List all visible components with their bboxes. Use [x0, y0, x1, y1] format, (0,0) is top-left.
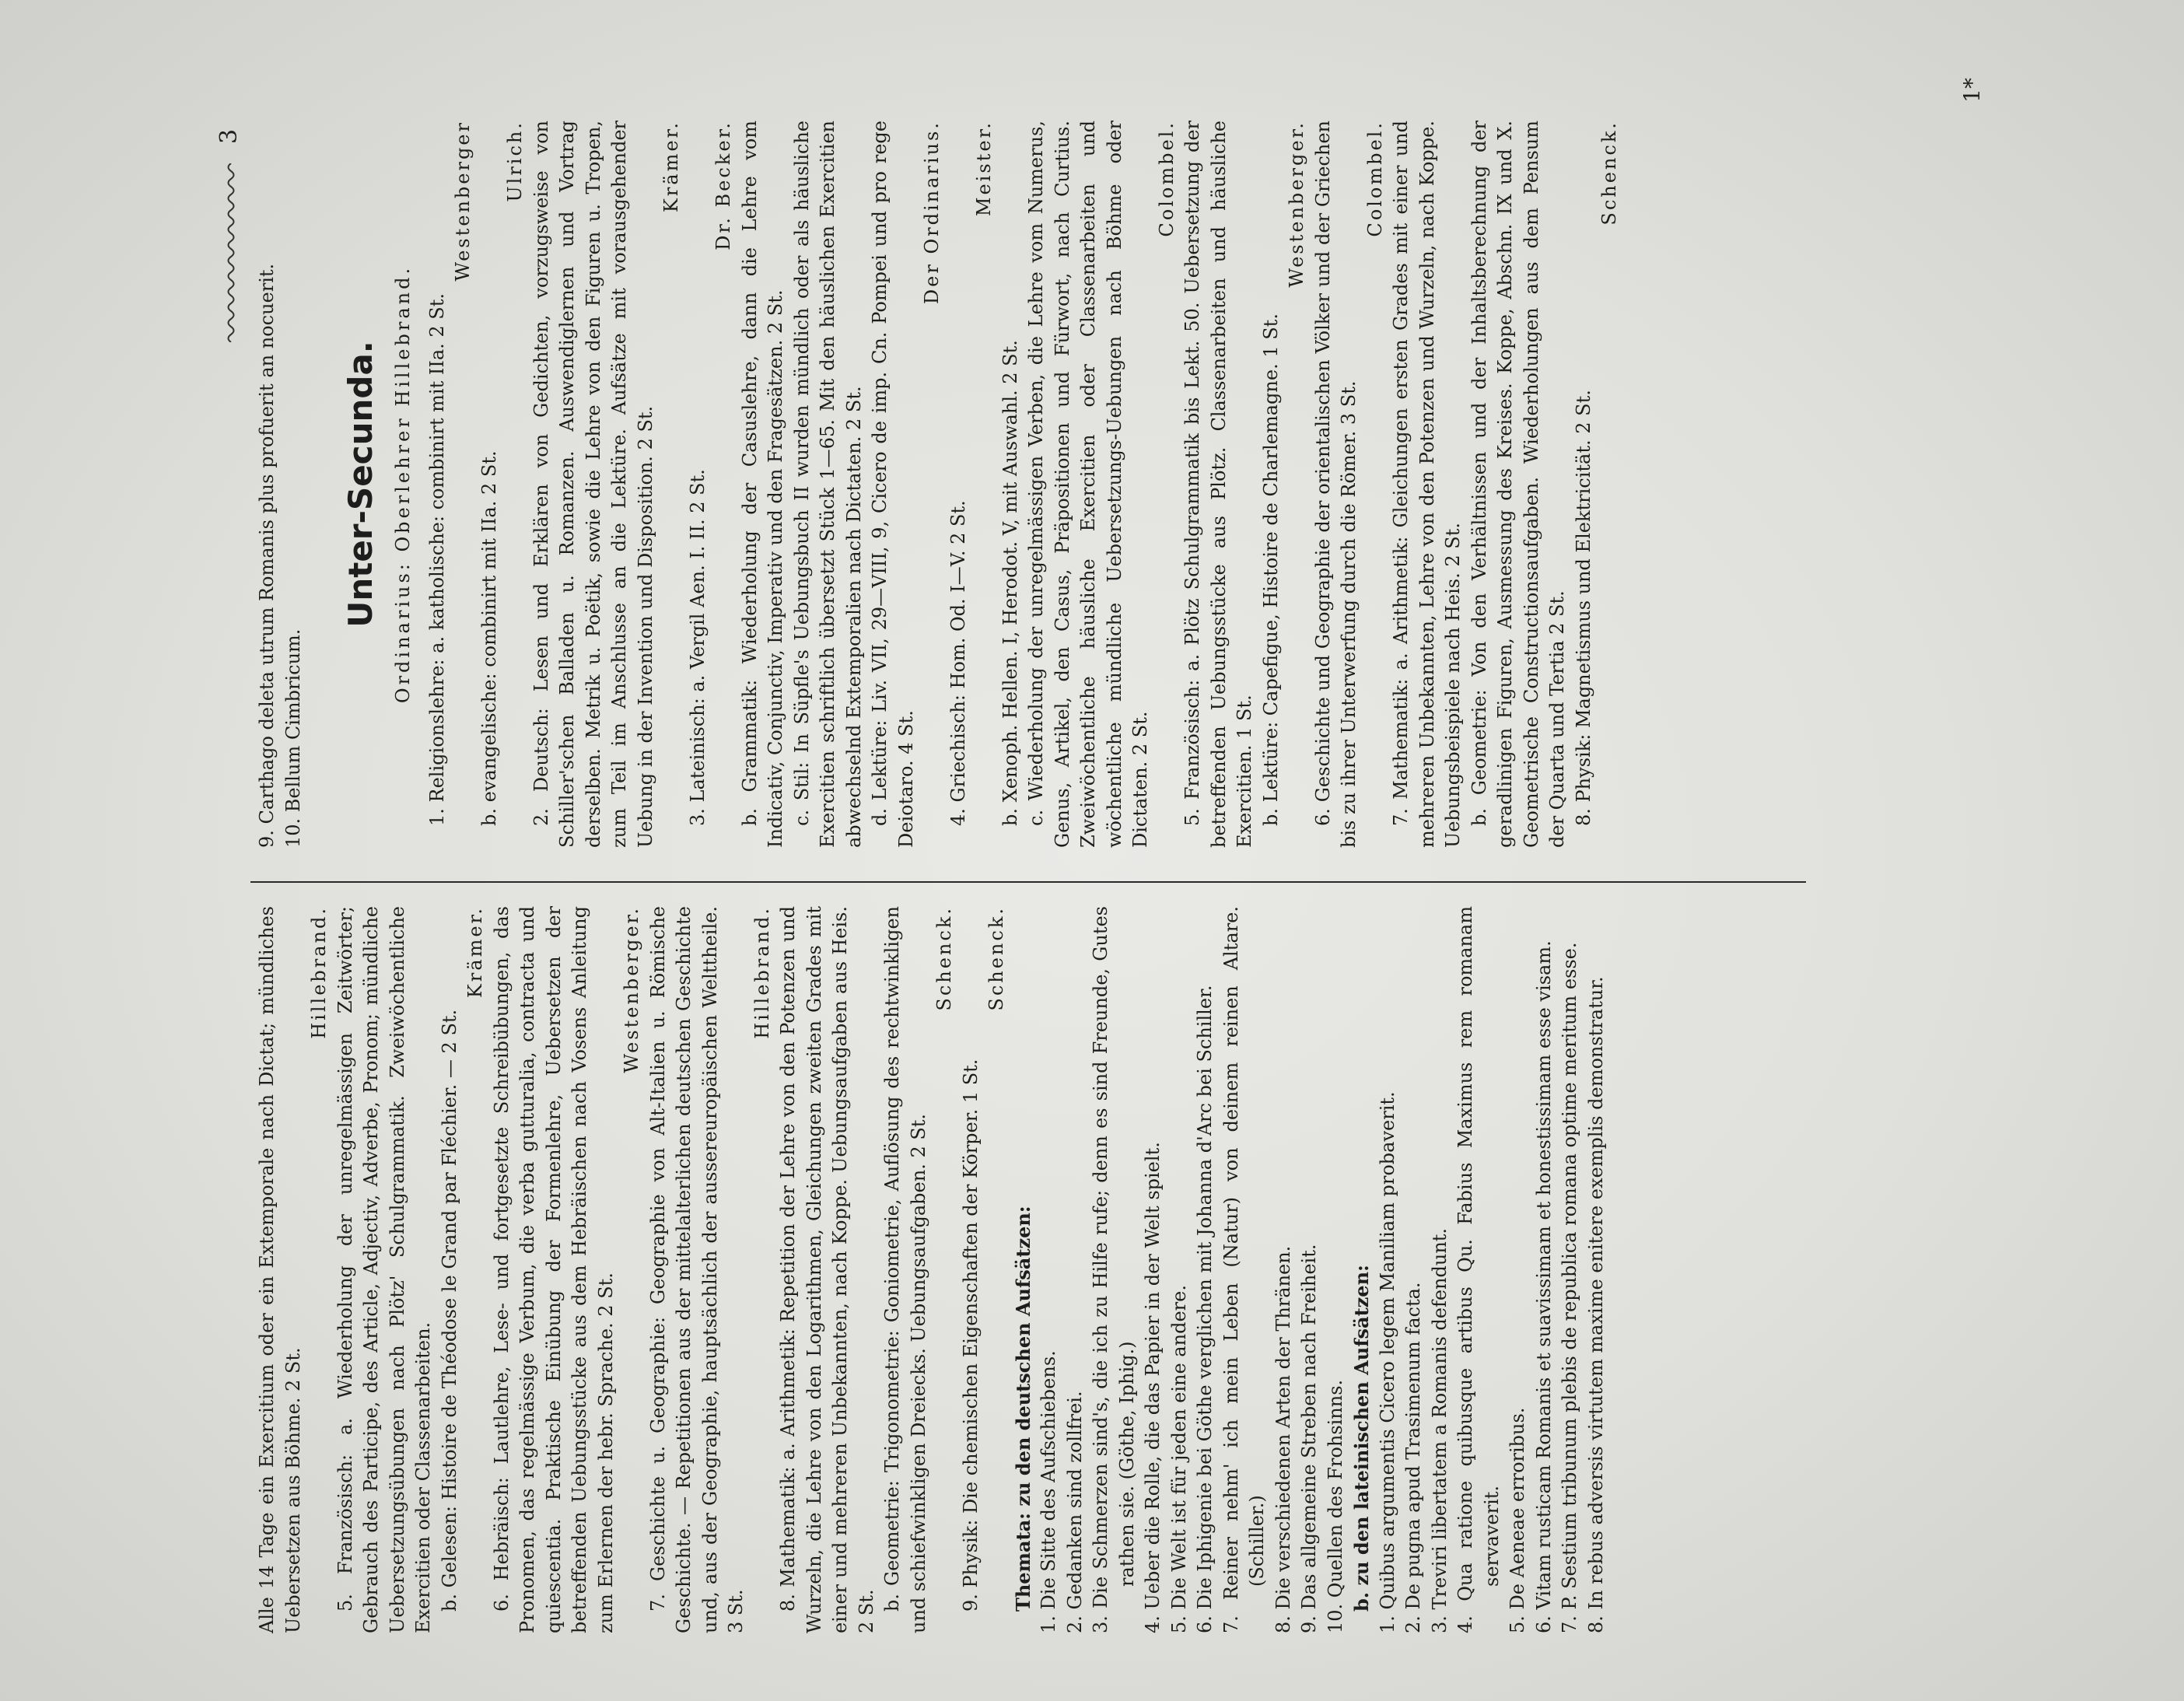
german-topic: 2. Gedanken sind zollfrei.: [1063, 1391, 1086, 1633]
german-topic: 10. Quellen des Frohsinns.: [1324, 1379, 1346, 1633]
german-topic: 9. Das allgemeine Streben nach Freiheit.: [1298, 1244, 1320, 1633]
latin-topic: 9. Carthago deleta utrum Romanis plus profuerit an nocuerit.: [256, 263, 278, 848]
teacher-signature: Colombel.: [1363, 121, 1386, 237]
paragraph: b. Lektüre: Capefigue, Histoire de Charlemagne. 1 St.: [1259, 313, 1282, 826]
section-title: Unter-Secunda.: [341, 341, 380, 628]
teacher-signature: Krämer.: [660, 121, 682, 213]
teacher-signature: Colombel.: [1155, 121, 1178, 237]
teacher-signature: Meister.: [973, 121, 995, 217]
teacher-signature: Schenck.: [933, 906, 955, 1011]
latin-topic: 10. Bellum Cimbricum.: [282, 628, 304, 848]
teacher-signature: Hillebrand.: [308, 906, 330, 1039]
left-column: [254, 906, 1609, 1633]
paragraph: 2. Deutsch: Lesen und Erklären von Gedichten, vorzugsweise von Schiller'schen Balladen u. Romanzen. Auswendiglernen und Vortrag derselben. Metrik u. Poëtik, sowie die Lehre von den Figuren u. Tropen, zum Teil im Anschlusse an die Lektüre. Aufsätze mit vorausgehender Uebung in der Invention und Disposition. 2 St.: [530, 121, 656, 848]
latin-heading: b. zu den lateinischen Aufsätzen:: [1350, 1265, 1373, 1612]
teacher-signature: Dr. Becker.: [712, 121, 734, 250]
decorative-wavy-rule: [223, 163, 239, 342]
paragraph: 6. Hebräisch: Lautlehre, Lese- und fortgesetzte Schreibübungen, das Pronomen, das regelmässige Verbum, die verba gutturalia, contracta und quiescentia. Praktische Einübung der Formenlehre, Uebersetzen der betreffenden Uebungsstücke aus dem Hebräischen nach Vosens Anleitung zum Erlernen der hebr. Sprache. 2 St.: [490, 906, 617, 1633]
teacher-signature: Hillebrand.: [751, 906, 773, 1039]
paragraph: 9. Physik: Die chemischen Eigenschaften der Körper. 1 St.: [959, 1059, 982, 1612]
latin-topic: 2. De pugna apud Trasimenum facta.: [1402, 1282, 1424, 1633]
themata-heading: Themata: zu den deutschen Aufsätzen:: [1011, 1206, 1034, 1612]
latin-topic: 3. Treviri libertatem a Romanis defendunt.: [1428, 1227, 1451, 1633]
paragraph: 1. Religionslehre: a. katholische: combinirt mit IIa. 2 St.: [425, 292, 448, 826]
german-topic: 1. Die Sitte des Aufschiebens.: [1038, 1350, 1059, 1633]
signature-mark: 1*: [1959, 78, 1985, 103]
german-topic: 8. Die verschiedenen Arten der Thränen.: [1272, 1245, 1294, 1633]
german-topic: 4. Ueber die Rolle, die das Papier in der Welt spielt.: [1142, 1142, 1164, 1633]
paragraph: c. Wiederholung der unregelmässigen Verben, die Lehre vom Numerus, Genus, Artikel, den Casus, Präpositionen und Fürwort, nach Curtius. Zweiwöchentliche häusliche Exercitien oder Classenarbeiten und wöchentliche mündliche Uebersetzungs-Uebungen nach Böhme oder Dictaten. 2 St.: [1025, 121, 1151, 848]
teacher-signature: Westenberger.: [1286, 121, 1307, 288]
paragraph: c. Stil: In Süpfle's Uebungsbuch II wurden mündlich oder als häusliche Exercitien schriftlich übersetzt Stück 1—65. Mit den häuslichen Exercitien abwechselnd Extemporalien nach Dictaten. 2 St.: [790, 121, 865, 848]
teacher-signature: Der Ordinarius.: [921, 121, 943, 305]
paragraph: Alle 14 Tage ein Exercitium oder ein Extemporale nach Dictat; mündliches Uebersetzen aus Böhme. 2 St.: [256, 906, 304, 1633]
column-divider: [250, 881, 1806, 883]
paragraph: 5. Französisch: a. Plötz Schulgrammatik bis Lekt. 50. Uebersetzung der betreffenden Uebungsstücke aus Plötz. Classenarbeiten und häusliche Exercitien. 1 St.: [1181, 121, 1255, 848]
german-topic: 3. Die Schmerzen sind's, die ich zu Hilfe rufe; denn es sind Freunde, Gutes rathen sie. (Göthe, Iphig.): [1090, 906, 1138, 1633]
teacher-signature: Ulrich.: [504, 121, 526, 202]
right-column: [254, 121, 1623, 848]
ordinarius-line: Ordinarius: Oberlehrer Hillebrand.: [392, 264, 414, 704]
latin-topic: 6. Vitam rusticam Romanis et suavissimam et honestissimam esse visam.: [1532, 940, 1555, 1633]
paragraph: d. Lektüre: Liv. VII, 29—VIII, 9, Cicero de imp. Cn. Pompei und pro rege Deiotaro. 4 St.: [869, 121, 917, 848]
paragraph: b. Geometrie: Trigonometrie: Goniometrie, Auflösung des rechtwinkligen und schiefwinkligen Dreiecks. Uebungsaufgaben. 2 St.: [881, 906, 929, 1633]
paragraph: b. Grammatik: Wiederholung der Casuslehre, dann die Lehre vom Indicativ, Conjunctiv, Imperativ und den Fragesätzen. 2 St.: [738, 121, 786, 848]
paragraph: 4. Griechisch: Hom. Od. I—V. 2 St.: [947, 500, 969, 826]
teacher-signature: Schenck.: [1598, 121, 1620, 226]
paragraph: 7. Mathematik: a. Arithmetik: Gleichungen ersten Grades mit einer und mehreren Unbekannten, Lehre von den Potenzen und Wurzeln, nach Koppe. Uebungsbeispiele nach Heis. 2 St.: [1390, 121, 1464, 848]
paragraph: b. Geometrie: Von den Verhältnissen und der Inhaltsberechnung der geradlinigen Figuren, Ausmessung des Kreises. Koppe, Abschn. IX und X. Geometrische Constructionsaufgaben. Wiederholungen aus dem Pensum der Quarta und Tertia 2 St.: [1468, 121, 1568, 848]
teacher-signature: Westenberger: [452, 121, 474, 282]
document-page: [196, 47, 2016, 1664]
teacher-signature: Krämer.: [464, 906, 486, 999]
page-number: 3: [215, 128, 243, 144]
teacher-signature: Westenberger.: [621, 906, 642, 1073]
german-topic: 5. Die Welt ist für jeden eine andere.: [1167, 1285, 1190, 1633]
latin-topic: 1. Quibus argumentis Cicero legem Maniliam probaverit.: [1376, 1091, 1398, 1633]
german-topic: 7. Reiner nehm' ich mein Leben (Natur) von deinem reinen Altare. (Schiller.): [1220, 906, 1268, 1633]
paragraph: b. Gelesen: Histoire de Théodose le Grand par Fléchier. — 2 St.: [438, 1009, 460, 1612]
latin-topic: 5. De Aeneae erroribus.: [1507, 1407, 1528, 1633]
paragraph: 5. Französisch: a. Wiederholung der unregelmässigen Zeitwörter; Gebrauch des Participe, des Article, Adjectiv, Adverbe, Pronom; mündliche Uebersetzungsübungen nach Plötz' Schulgrammatik. Zweiwöchentliche Exercitien oder Classenarbeiten.: [334, 906, 434, 1633]
paragraph: b. Xenoph. Hellen. I, Herodot. V, mit Auswahl. 2 St.: [999, 340, 1021, 826]
paragraph: 8. Mathematik: a. Arithmetik: Repetition der Lehre von den Potenzen und Wurzeln, die Lehre von den Logarithmen, Gleichungen zweiten Grades mit einer und mehreren Unbekannten, nach Koppe. Uebungsaufgaben aus Heis. 2 St.: [777, 906, 877, 1633]
latin-topic: 7. P. Sestium tribunum plebis de republica romana optime meritum esse.: [1559, 942, 1580, 1633]
teacher-signature: Schenck.: [985, 906, 1007, 1011]
latin-topic: 4. Qua ratione quibusque artibus Qu. Fabius Maximus rem romanam servaverit.: [1454, 906, 1503, 1633]
german-topic: 6. Die Iphigenie bei Göthe verglichen mit Johanna d'Arc bei Schiller.: [1194, 985, 1216, 1633]
latin-topic: 8. In rebus adversis virtutem maxime enitere exemplis demonstratur.: [1584, 976, 1607, 1633]
paragraph: b. evangelische: combinirt mit IIa. 2 St.: [478, 450, 500, 826]
paragraph: 6. Geschichte und Geographie der orientalischen Völker und der Griechen bis zu ihrer Unterwerfung durch die Römer. 3 St.: [1311, 121, 1360, 848]
paragraph: 8. Physik: Magnetismus und Elektricität. 2 St.: [1572, 390, 1594, 826]
paragraph: 7. Geschichte u. Geographie: Geographie von Alt-Italien u. Römische Geschichte. — Repetitionen aus der mittelalterlichen deutschen Geschichte und, aus der Geographie, hauptsächlich der aussereuropäischen Welttheile. 3 St.: [646, 906, 747, 1633]
paragraph: 3. Lateinisch: a. Vergil Aen. I. II. 2 St.: [686, 469, 709, 826]
